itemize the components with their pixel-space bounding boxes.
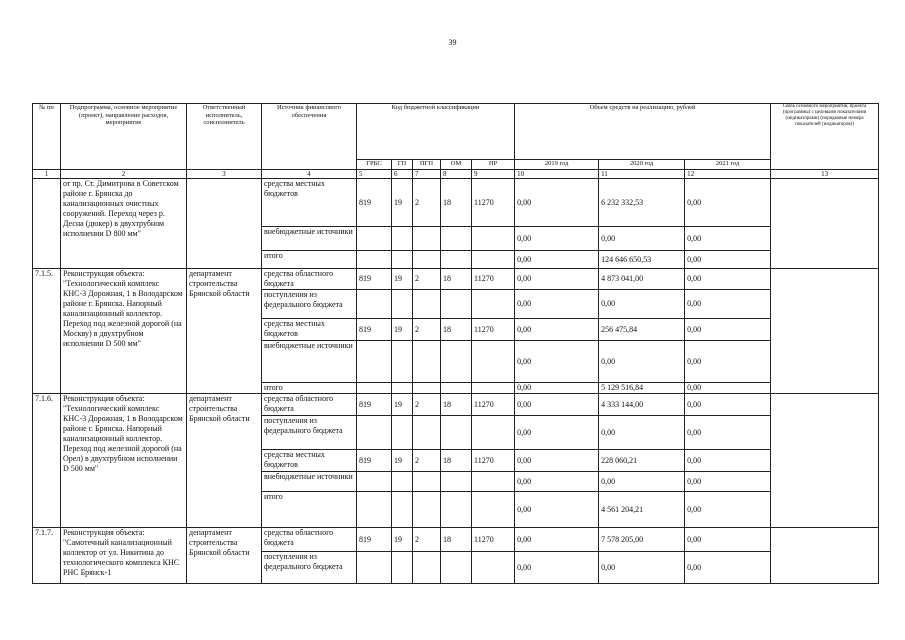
col-number: 10 — [515, 170, 599, 179]
page-number: 39 — [448, 38, 457, 47]
col-number: 4 — [262, 170, 357, 179]
pgp-cell: 2 — [413, 269, 441, 290]
activity-description: Реконструкция объекта: "Самотечный канализационный коллектор от ул. Никитина до технологического комплекса КНС РНС Брянск-1 — [61, 528, 187, 584]
header-source: Источник финансового обеспечения — [262, 104, 357, 170]
amount-2021: 0,00 — [685, 492, 771, 528]
grbs-cell: 819 — [357, 319, 392, 341]
col-number: 8 — [441, 170, 472, 179]
amount-2020: 0,00 — [599, 290, 685, 319]
activity-block-7-1-5 — [33, 269, 879, 394]
grbs-cell: 819 — [357, 450, 392, 472]
header-gp: ГП — [392, 160, 413, 170]
amount-2019: 0,00 — [515, 383, 599, 394]
amount-2019: 0,00 — [515, 472, 599, 492]
nr-cell: 11270 — [472, 394, 515, 416]
grbs-cell: 819 — [357, 394, 392, 416]
header-om: ОМ — [441, 160, 472, 170]
nr-cell: 11270 — [472, 528, 515, 552]
col-number: 7 — [413, 170, 441, 179]
amount-2019: 0,00 — [515, 290, 599, 319]
om-cell: 18 — [441, 528, 472, 552]
om-cell: 18 — [441, 394, 472, 416]
gp-cell: 19 — [392, 179, 413, 227]
amount-2019: 0,00 — [515, 227, 599, 251]
amount-2021: 0,00 — [685, 416, 771, 450]
amount-2021: 0,00 — [685, 341, 771, 383]
table-row — [33, 269, 879, 290]
col-number: 2 — [61, 170, 187, 179]
amount-2020: 228 060,21 — [599, 450, 685, 472]
activity-num: 7.1.5. — [33, 269, 61, 394]
header-pgp: ПГП — [413, 160, 441, 170]
source-cell: средства областного бюджета — [262, 528, 357, 552]
amount-2019: 0,00 — [515, 552, 599, 584]
source-cell: средства местных бюджетов — [262, 179, 357, 227]
activity-description: Реконструкция объекта: "Технологический комплекс КНС-3 Дорожная, 1 в Володарском районе г. Брянска. Напорный канализационный коллектор. Переход под железной дорогой (на Орел) в двухтрубном исполнении D 500 мм" — [61, 394, 187, 528]
amount-2021: 0,00 — [685, 290, 771, 319]
amount-2020: 6 232 332,53 — [599, 179, 685, 227]
gp-cell: 19 — [392, 269, 413, 290]
grbs-cell: 819 — [357, 269, 392, 290]
amount-2020: 7 578 205,00 — [599, 528, 685, 552]
indicator-link — [771, 528, 879, 584]
om-cell: 18 — [441, 319, 472, 341]
source-cell: поступления из федерального бюджета — [262, 290, 357, 319]
amount-2019: 0,00 — [515, 528, 599, 552]
source-cell: поступления из федерального бюджета — [262, 416, 357, 450]
source-cell: внебюджетные источники — [262, 472, 357, 492]
amount-2019: 0,00 — [515, 269, 599, 290]
header-grbs: ГРБС — [357, 160, 392, 170]
amount-2019: 0,00 — [515, 394, 599, 416]
amount-2020: 0,00 — [599, 552, 685, 584]
activity-block-continued — [33, 179, 879, 269]
activity-responsible: департамент строительства Брянской области — [187, 394, 262, 528]
amount-2021: 0,00 — [685, 552, 771, 584]
table-row — [33, 528, 879, 552]
source-cell: поступления из федерального бюджета — [262, 552, 357, 584]
source-cell: итого — [262, 383, 357, 394]
budget-table — [32, 103, 879, 584]
activity-description: от пр. Ст. Димитрова в Советском районе г. Брянска до канализационных очистных сооружений. Переход через р. Десна (дюкер) в двухтрубном исполнении D 800 мм" — [61, 179, 187, 269]
nr-cell: 11270 — [472, 179, 515, 227]
header-amount: Объем средств на реализацию, рублей — [515, 104, 771, 160]
nr-cell: 11270 — [472, 450, 515, 472]
header-budget-code: Код бюджетной классификации — [357, 104, 515, 160]
activity-description: Реконструкция объекта: "Технологический комплекс КНС-3 Дорожная, 1 в Володарском районе г. Брянска. Напорный канализационный коллектор. Переход под железной дорогой (на Москву) в двухтрубном исполнении D 500 мм" — [61, 269, 187, 394]
indicator-link — [771, 269, 879, 394]
gp-cell: 19 — [392, 450, 413, 472]
amount-2021: 0,00 — [685, 450, 771, 472]
gp-cell: 19 — [392, 394, 413, 416]
amount-2021: 0,00 — [685, 179, 771, 227]
amount-2019: 0,00 — [515, 251, 599, 269]
activity-responsible: департамент строительства Брянской области — [187, 528, 262, 584]
col-number: 5 — [357, 170, 392, 179]
amount-2019: 0,00 — [515, 492, 599, 528]
amount-2020: 256 475,84 — [599, 319, 685, 341]
activity-num: 7.1.7. — [33, 528, 61, 584]
source-cell: внебюджетные источники — [262, 341, 357, 383]
indicator-link — [771, 394, 879, 528]
amount-2020: 0,00 — [599, 472, 685, 492]
source-cell: средства областного бюджета — [262, 394, 357, 416]
col-number: 3 — [187, 170, 262, 179]
col-number: 6 — [392, 170, 413, 179]
pgp-cell: 2 — [413, 319, 441, 341]
col-number: 1 — [33, 170, 61, 179]
activity-responsible — [187, 179, 262, 269]
col-number: 9 — [472, 170, 515, 179]
amount-2020: 0,00 — [599, 341, 685, 383]
gp-cell: 19 — [392, 319, 413, 341]
amount-2020: 124 646 650,53 — [599, 251, 685, 269]
header-program: Подпрограмма, основное мероприятие (проект), направление расходов, мероприятие — [61, 104, 187, 170]
activity-num — [33, 179, 61, 269]
source-cell: итого — [262, 492, 357, 528]
amount-2020: 0,00 — [599, 416, 685, 450]
header-2020: 2020 год — [599, 160, 685, 170]
activity-responsible: департамент строительства Брянской области — [187, 269, 262, 394]
pgp-cell: 2 — [413, 394, 441, 416]
table-row — [33, 394, 879, 416]
amount-2021: 0,00 — [685, 472, 771, 492]
amount-2020: 4 873 041,00 — [599, 269, 685, 290]
header-nr: НР — [472, 160, 515, 170]
amount-2019: 0,00 — [515, 416, 599, 450]
pgp-cell: 2 — [413, 528, 441, 552]
amount-2020: 0,00 — [599, 227, 685, 251]
pgp-cell: 2 — [413, 179, 441, 227]
amount-2020: 4 333 144,00 — [599, 394, 685, 416]
activity-block-7-1-6 — [33, 394, 879, 528]
header-2021: 2021 год — [685, 160, 771, 170]
amount-2021: 0,00 — [685, 227, 771, 251]
nr-cell: 11270 — [472, 269, 515, 290]
activity-block-7-1-7 — [33, 528, 879, 584]
amount-2021: 0,00 — [685, 269, 771, 290]
source-cell: средства местных бюджетов — [262, 319, 357, 341]
om-cell: 18 — [441, 450, 472, 472]
grbs-cell: 819 — [357, 179, 392, 227]
header-num: № пп — [33, 104, 61, 170]
amount-2021: 0,00 — [685, 394, 771, 416]
source-cell: средства местных бюджетов — [262, 450, 357, 472]
pgp-cell: 2 — [413, 450, 441, 472]
header-link: Связь основного мероприятия, проекта (программы) с целевыми показателями (индикаторами) (порядковые номера показателей (индикаторов)) — [771, 104, 879, 170]
header-2019: 2019 год — [515, 160, 599, 170]
amount-2021: 0,00 — [685, 528, 771, 552]
om-cell: 18 — [441, 269, 472, 290]
om-cell: 18 — [441, 179, 472, 227]
gp-cell: 19 — [392, 528, 413, 552]
amount-2019: 0,00 — [515, 319, 599, 341]
table-row — [33, 179, 879, 227]
amount-2020: 4 561 204,21 — [599, 492, 685, 528]
amount-2019: 0,00 — [515, 450, 599, 472]
amount-2021: 0,00 — [685, 319, 771, 341]
amount-2021: 0,00 — [685, 251, 771, 269]
amount-2019: 0,00 — [515, 341, 599, 383]
amount-2020: 5 129 516,84 — [599, 383, 685, 394]
source-cell: итого — [262, 251, 357, 269]
col-number: 12 — [685, 170, 771, 179]
source-cell: средства областного бюджета — [262, 269, 357, 290]
amount-2019: 0,00 — [515, 179, 599, 227]
col-number: 11 — [599, 170, 685, 179]
header-responsible: Ответственный исполнитель, соисполнитель — [187, 104, 262, 170]
activity-num: 7.1.6. — [33, 394, 61, 528]
source-cell: внебюджетные источники — [262, 227, 357, 251]
grbs-cell: 819 — [357, 528, 392, 552]
indicator-link — [771, 179, 879, 269]
nr-cell: 11270 — [472, 319, 515, 341]
amount-2021: 0,00 — [685, 383, 771, 394]
col-number: 13 — [771, 170, 879, 179]
